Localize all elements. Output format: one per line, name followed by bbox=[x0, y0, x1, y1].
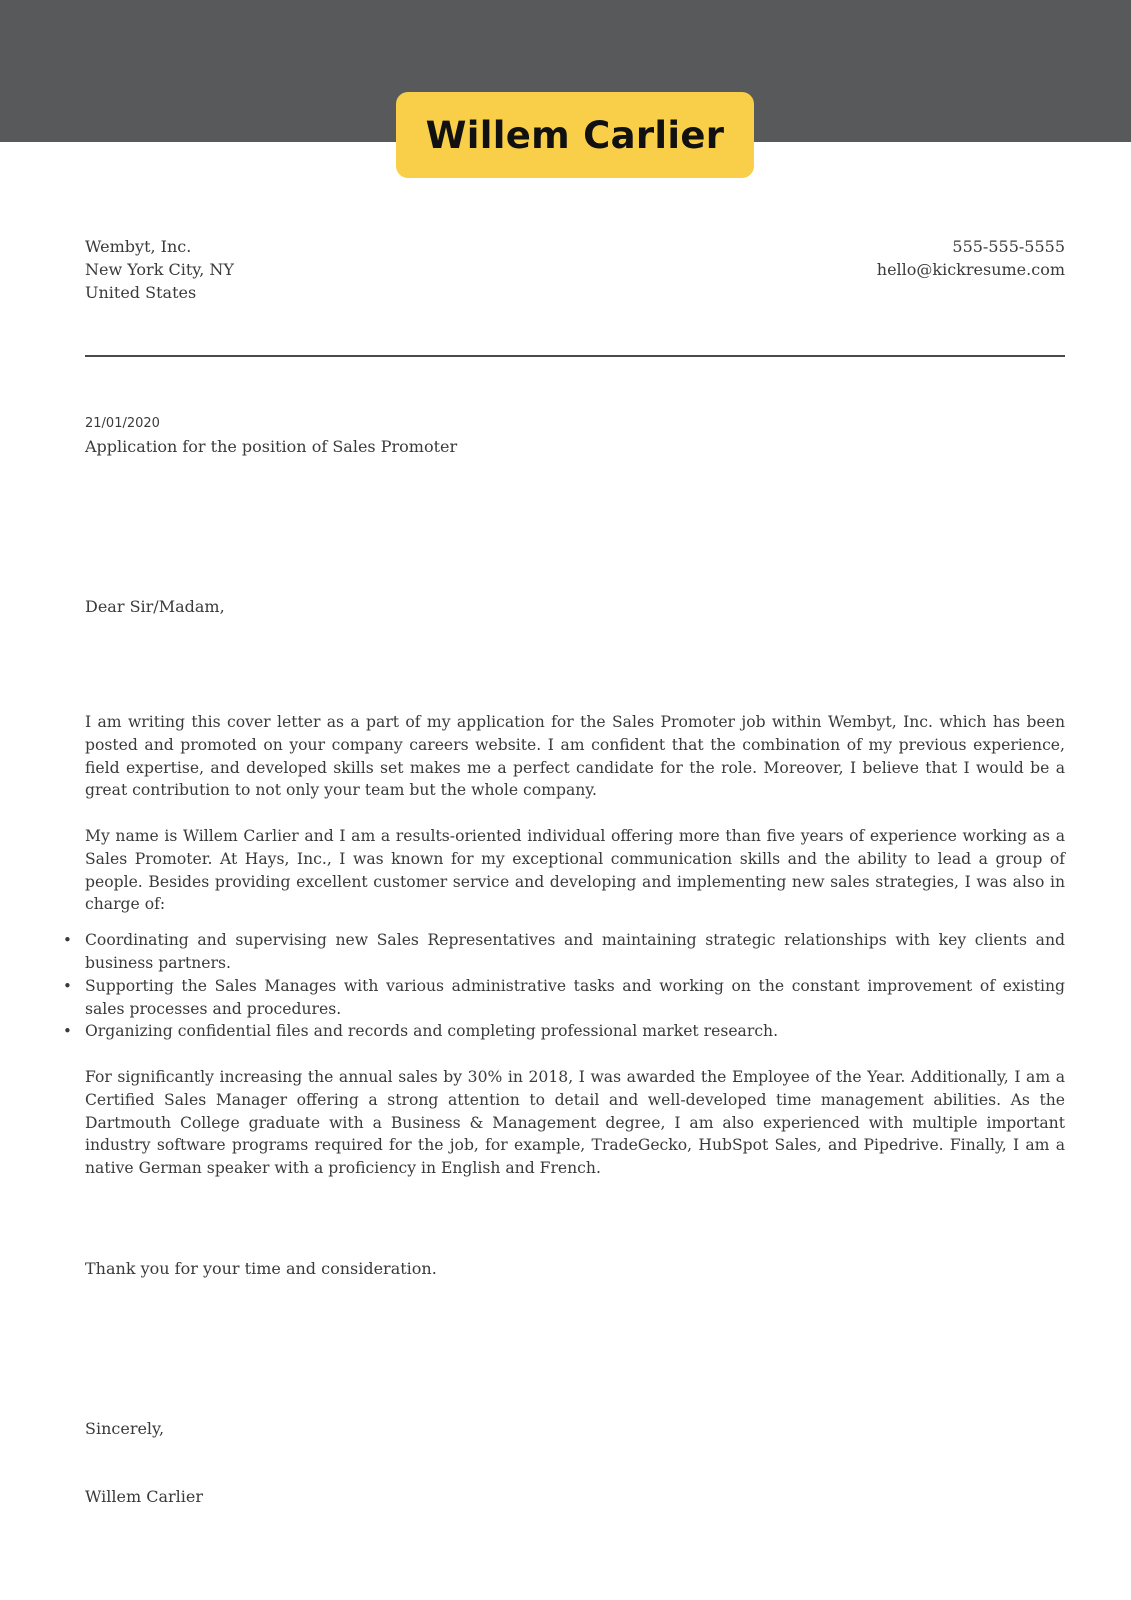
contact-phone: 555-555-5555 bbox=[952, 237, 1065, 256]
list-item-text: Coordinating and supervising new Sales Representatives and maintaining strategic relationships with key clients and business partners. bbox=[85, 931, 1065, 972]
responsibilities-list bbox=[63, 929, 1065, 1043]
contact-email: hello@kickresume.com bbox=[876, 260, 1065, 279]
applicant-name: Willem Carlier bbox=[425, 113, 725, 157]
header-divider bbox=[85, 355, 1065, 357]
letter-greeting: Dear Sir/Madam, bbox=[85, 597, 225, 616]
letter-subject: Application for the position of Sales Promoter bbox=[85, 437, 458, 456]
bullet-icon: • bbox=[63, 976, 72, 995]
recipient-company: Wembyt, Inc. bbox=[85, 237, 192, 256]
body-paragraph-achievements: For significantly increasing the annual sales by 30% in 2018, I was awarded the Employee of the Year. Additionally, I am a Certified Sales Manager offering a strong attention to detail and well-developed time management abilities. As the Dartmouth College graduate with a Business & Management degree, I am also experienced with multiple important industry software programs required for the job, for example, TradeGecko, HubSpot Sales, and Pipedrive. Finally, I am a native German speaker with a proficiency in English and French. bbox=[85, 1067, 1065, 1178]
list-item-text: Supporting the Sales Manages with various administrative tasks and working on the constant improvement of existing sales processes and procedures. bbox=[85, 976, 1065, 1018]
recipient-country: United States bbox=[85, 283, 197, 302]
letter-body bbox=[63, 711, 1065, 1203]
list-item bbox=[63, 975, 1065, 1021]
list-item-text: Organizing confidential files and records and completing professional market research. bbox=[85, 1022, 779, 1041]
list-item bbox=[63, 929, 1065, 975]
letter-signature: Willem Carlier bbox=[85, 1487, 204, 1506]
body-paragraph-intro: I am writing this cover letter as a part of my application for the Sales Promoter job within Wembyt, Inc. which has been posted and promoted on your company careers website. I am confident that the combination of my previous experience, field expertise, and developed skills set makes me a perfect candidate for the role. Moreover, I believe that I would be a great contribution to not only your team but the whole company. bbox=[85, 713, 1065, 800]
name-badge bbox=[396, 92, 754, 178]
letter-sign-off: Sincerely, bbox=[85, 1419, 165, 1438]
recipient-city: New York City, NY bbox=[85, 260, 234, 279]
list-item bbox=[63, 1020, 1065, 1043]
sender-contact bbox=[877, 235, 1065, 281]
letter-date: 21/01/2020 bbox=[85, 416, 160, 431]
body-paragraph-experience: My name is Willem Carlier and I am a results-oriented individual offering more than five years of experience working as a Sales Promoter. At Hays, Inc., I was known for my exceptional communication skills and the ability to lead a group of people. Besides providing excellent customer service and developing and implementing new sales strategies, I was also in charge of: bbox=[85, 826, 1065, 914]
letter-thanks: Thank you for your time and consideration. bbox=[85, 1259, 437, 1278]
bullet-icon: • bbox=[63, 931, 72, 950]
bullet-icon: • bbox=[63, 1022, 72, 1041]
recipient-address bbox=[85, 235, 234, 304]
